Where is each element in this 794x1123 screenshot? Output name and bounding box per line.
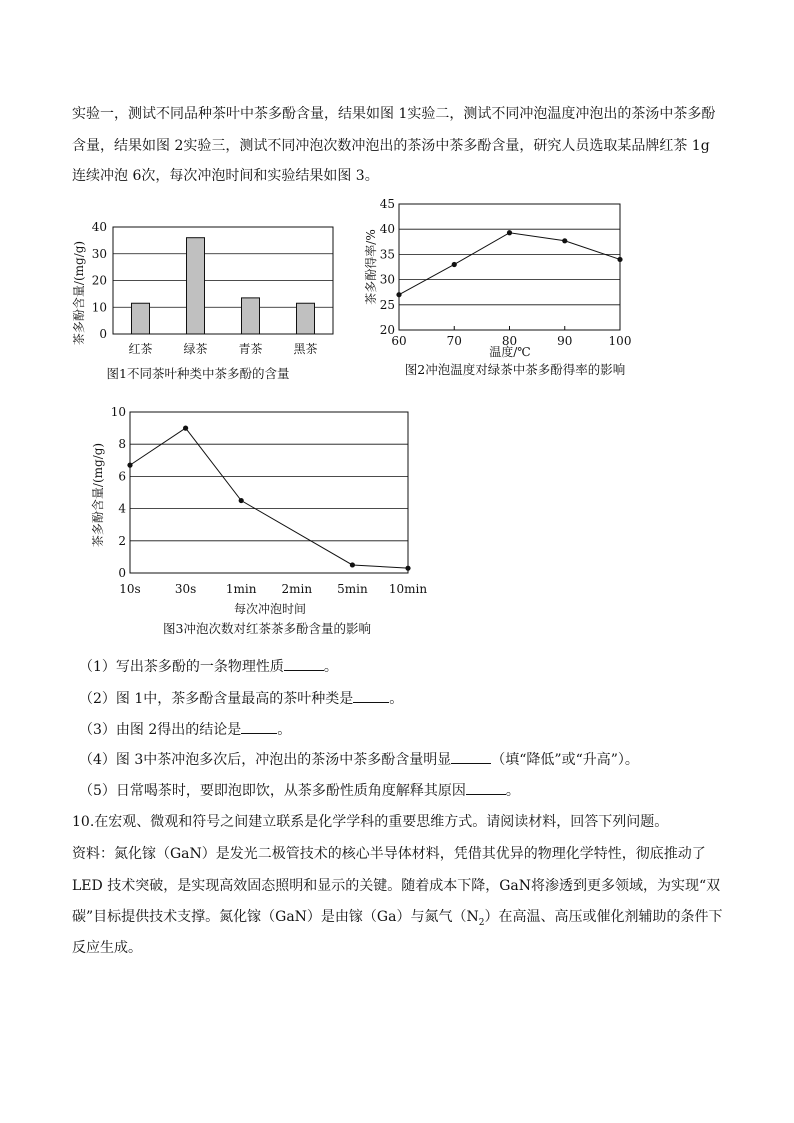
figure-1-x-tick-label: 黑茶 bbox=[293, 342, 318, 356]
figure-2-series-line bbox=[399, 233, 620, 295]
answer-blank-5[interactable] bbox=[466, 780, 506, 795]
figure-2-data-point bbox=[396, 292, 401, 297]
figure-2-y-tick-label: 35 bbox=[379, 247, 395, 262]
figure-1-bar bbox=[297, 303, 315, 334]
figure-2-x-tick-label: 80 bbox=[501, 334, 518, 348]
figure-3-data-point bbox=[183, 426, 188, 431]
figure-1-y-tick-label: 20 bbox=[91, 273, 107, 288]
material-line-4: 反应生成。 bbox=[72, 940, 142, 956]
figure-1-bar bbox=[132, 303, 150, 334]
figure-2-x-tick-label: 90 bbox=[557, 334, 573, 348]
intro-line-3: 连续冲泡 6次，每次冲泡时间和实验结果如图 3。 bbox=[72, 168, 379, 184]
figure-1-caption: 图1不同茶叶种类中茶多酚的含量 bbox=[106, 366, 290, 381]
question-2-end: 。 bbox=[389, 691, 404, 707]
figure-3-x-axis-label: 每次冲泡时间 bbox=[233, 602, 307, 616]
figure-3-x-tick-label: 10s bbox=[119, 582, 141, 596]
figure-2-y-tick-label: 45 bbox=[379, 197, 395, 211]
figure-2-plot-frame bbox=[399, 204, 620, 330]
figure-2-y-tick-label: 20 bbox=[379, 323, 395, 337]
answer-blank-2[interactable] bbox=[353, 688, 389, 703]
question-3 bbox=[79, 719, 291, 739]
figure-1-x-tick-label: 红茶 bbox=[128, 342, 153, 356]
figure-2-line-chart bbox=[355, 195, 655, 375]
figure-2-x-tick-label: 60 bbox=[391, 334, 407, 348]
question-1-text: （1）写出茶多酚的一条物理性质 bbox=[79, 659, 284, 675]
n2-subscript: 2 bbox=[478, 917, 485, 928]
answer-blank-1[interactable] bbox=[284, 656, 324, 671]
figure-2-data-point bbox=[617, 257, 622, 262]
material-line-2: LED 技术突破，是实现高效固态照明和显示的关键。随着成本下降，GaN将渗透到更多领域，为实现“双 bbox=[72, 878, 721, 894]
figure-2-y-axis-label: 茶多酚得率/% bbox=[364, 229, 378, 305]
question-4-end: （填“降低”或“升高”）。 bbox=[491, 752, 639, 768]
question-4 bbox=[79, 749, 639, 769]
question-1 bbox=[79, 656, 338, 676]
question-3-end: 。 bbox=[277, 722, 292, 738]
figure-1-bar bbox=[242, 298, 260, 334]
question-5-end: 。 bbox=[505, 783, 520, 799]
figure-3-series-line bbox=[130, 428, 408, 568]
figure-2-x-axis-label: 温度/℃ bbox=[489, 345, 531, 359]
figure-3-y-axis-label: 茶多酚含量/(mg/g) bbox=[91, 442, 105, 548]
figure-1-bar-chart bbox=[60, 215, 400, 395]
figure-1-x-tick-label: 绿茶 bbox=[183, 342, 208, 356]
material-line-3-b: ）在高温、高压或催化剂辅助的条件下 bbox=[484, 909, 723, 925]
answer-blank-4[interactable] bbox=[451, 749, 491, 764]
figure-1-y-tick-label: 30 bbox=[91, 246, 107, 261]
intro-line-2: 含量，结果如图 2实验三，测试不同冲泡次数冲泡出的茶汤中茶多酚含量，研究人员选取某品牌红茶 1g bbox=[72, 138, 710, 154]
figure-3-x-tick-label: 10min bbox=[388, 582, 428, 596]
figure-3-data-point bbox=[127, 463, 132, 468]
intro-line-1: 实验一，测试不同品种茶叶中茶多酚含量，结果如图 1实验二，测试不同冲泡温度冲泡出的茶汤中茶多酚 bbox=[72, 106, 716, 122]
figure-3-line-chart bbox=[80, 400, 440, 640]
figure-3-plot-frame bbox=[130, 412, 408, 573]
figure-3-x-tick-label: 2min bbox=[281, 582, 313, 596]
material-line-3-a: 碳”目标提供技术支撑。氮化镓（GaN）是由镓（Ga）与氮气（N bbox=[72, 909, 479, 925]
figure-1-bar bbox=[187, 238, 205, 334]
question-1-end: 。 bbox=[323, 659, 338, 675]
question-2-text: （2）图 1中，茶多酚含量最高的茶叶种类是 bbox=[79, 691, 354, 707]
figure-3-data-point bbox=[350, 562, 355, 567]
figure-3-x-tick-label: 30s bbox=[174, 582, 197, 596]
figure-3-y-tick-label: 2 bbox=[118, 533, 126, 548]
figure-1-y-tick-label: 10 bbox=[91, 300, 107, 315]
figure-1-y-axis-label: 茶多酚含量/(mg/g) bbox=[72, 240, 86, 346]
figure-2-caption: 图2冲泡温度对绿茶中茶多酚得率的影响 bbox=[404, 362, 626, 377]
figure-2-data-point bbox=[452, 262, 457, 267]
figure-2-x-tick-label: 100 bbox=[608, 334, 632, 348]
question-3-text: （3）由图 2得出的结论是 bbox=[79, 722, 242, 738]
answer-blank-3[interactable] bbox=[241, 719, 277, 734]
material-line-3 bbox=[72, 906, 722, 928]
figure-2-data-point bbox=[562, 238, 567, 243]
question-5 bbox=[79, 780, 520, 800]
figure-3-data-point bbox=[405, 566, 410, 571]
figure-3-y-tick-label: 6 bbox=[118, 469, 126, 484]
figure-2-x-tick-label: 70 bbox=[446, 334, 462, 348]
figure-3-y-tick-label: 0 bbox=[118, 566, 126, 580]
question-5-text: （5）日常喝茶时，要即泡即饮，从茶多酚性质角度解释其原因 bbox=[79, 783, 466, 799]
figure-3-y-tick-label: 8 bbox=[118, 437, 126, 452]
figure-3-y-tick-label: 4 bbox=[118, 501, 126, 516]
problem-10-stem: 10.在宏观、微观和符号之间建立联系是化学学科的重要思维方式。请阅读材料，回答下列问题。 bbox=[72, 814, 669, 830]
figure-2-data-point bbox=[507, 230, 512, 235]
figure-3-caption: 图3冲泡次数对红茶茶多酚含量的影响 bbox=[163, 621, 371, 636]
material-line-1: 资料：氮化镓（GaN）是发光二极管技术的核心半导体材料，凭借其优异的物理化学特性，彻底推动了 bbox=[72, 846, 706, 862]
figure-2-y-tick-label: 30 bbox=[379, 272, 395, 287]
figure-3-y-tick-label: 10 bbox=[110, 405, 126, 419]
figure-1-x-tick-label: 青茶 bbox=[238, 342, 263, 356]
question-2 bbox=[79, 688, 403, 708]
figure-3-x-tick-label: 1min bbox=[225, 582, 257, 596]
figure-3-data-point bbox=[239, 498, 244, 503]
figure-1-y-tick-label: 0 bbox=[99, 327, 107, 341]
question-4-text: （4）图 3中茶冲泡多次后，冲泡出的茶汤中茶多酚含量明显 bbox=[79, 752, 452, 768]
figure-1-y-tick-label: 40 bbox=[91, 220, 107, 234]
figure-2-y-tick-label: 40 bbox=[379, 222, 395, 237]
figure-2-y-tick-label: 25 bbox=[379, 297, 395, 312]
figure-3-x-tick-label: 5min bbox=[337, 582, 368, 596]
